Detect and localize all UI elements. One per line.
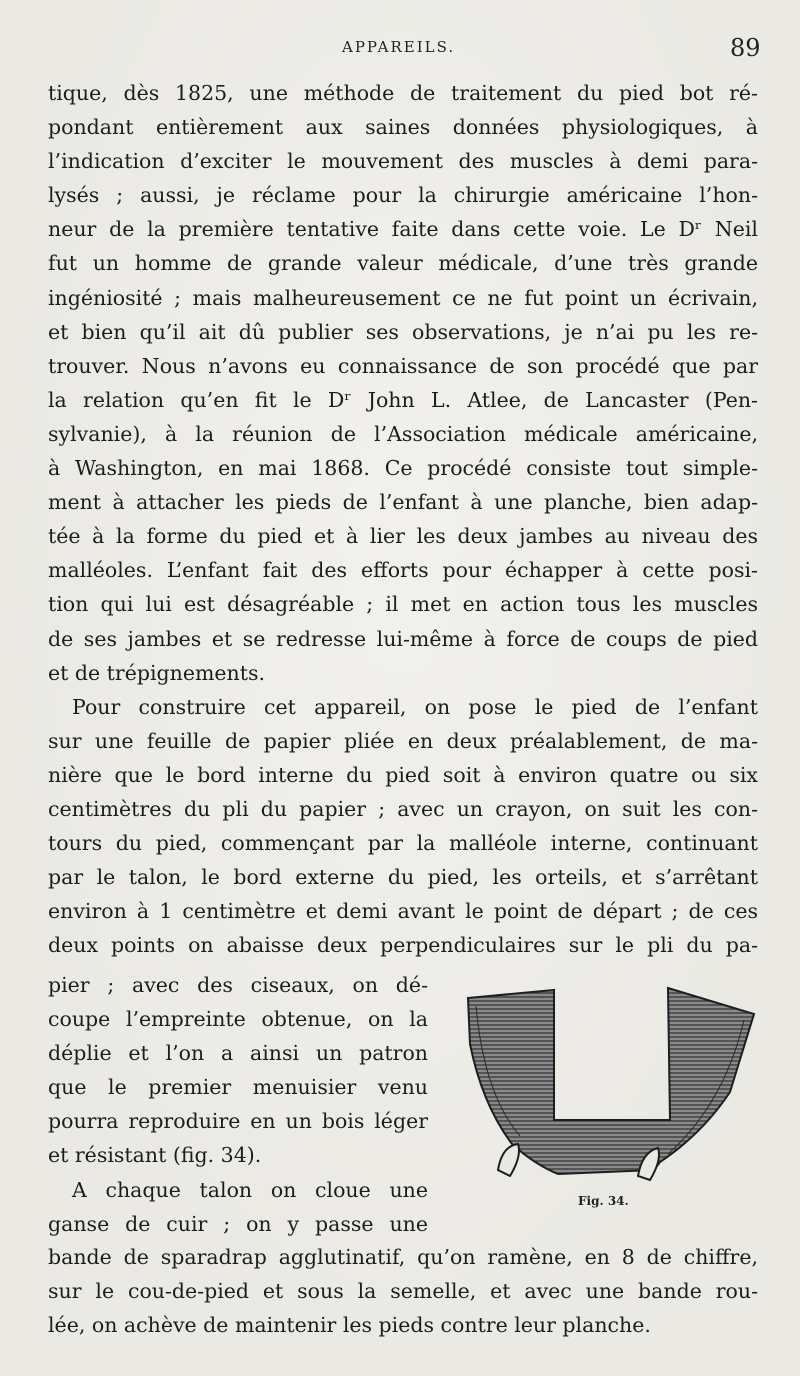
wrapped-text-line: déplie et l’on a ainsi un patron: [48, 1041, 428, 1066]
page-header: [0, 36, 800, 66]
figure-caption: Fig. 34.: [578, 1194, 629, 1208]
main-text-line: lysés ; aussi, je réclame pour la chirurgie américaine l’hon-: [48, 183, 758, 208]
wrapped-text-line: pourra reproduire en un bois léger: [48, 1109, 428, 1134]
bottom-text-line: sur le cou-de-pied et sous la semelle, et avec une bande rou-: [48, 1279, 758, 1304]
bottom-text-block: [48, 1240, 758, 1342]
main-text-line: ment à attacher les pieds de l’enfant à une planche, bien adap-: [48, 490, 758, 515]
main-text-block: [48, 76, 758, 962]
main-text-line: et bien qu’il ait dû publier ses observations, je n’ai pu les re-: [48, 319, 758, 344]
main-text-line: nière que le bord interne du pied soit à environ quatre ou six: [48, 762, 758, 787]
bottom-text-line: bande de sparadrap agglutinatif, qu’on ramène, en 8 de chiffre,: [48, 1245, 758, 1269]
main-text-line: neur de la première tentative faite dans cette voie. Le Dʳ Neil: [48, 217, 758, 242]
wrapped-text-line: A chaque talon on cloue une: [72, 1177, 428, 1202]
main-text-line: sur une feuille de papier pliée en deux préalablement, de ma-: [48, 728, 758, 753]
wrapped-text-line: pier ; avec des ciseaux, on dé-: [48, 973, 428, 997]
bottom-text-line: lée, on achève de maintenir les pieds contre leur planche.: [48, 1313, 651, 1338]
wrapped-text-line: ganse de cuir ; on y passe une: [48, 1211, 428, 1236]
wrapped-text-line: coupe l’empreinte obtenue, on la: [48, 1007, 428, 1032]
main-text-line: centimètres du pli du papier ; avec un crayon, on suit les con-: [48, 796, 758, 821]
main-text-line: Pour construire cet appareil, on pose le pied de l’enfant: [72, 694, 758, 719]
running-title: APPAREILS.: [342, 38, 456, 56]
main-text-line: tours du pied, commençant par la malléole interne, continuant: [48, 831, 758, 856]
main-text-line: tion qui lui est désagréable ; il met en action tous les muscles: [48, 592, 758, 617]
main-text-line: à Washington, en mai 1868. Ce procédé consiste tout simple-: [48, 456, 758, 481]
figure-34: [462, 984, 762, 1214]
wrapped-text-line: et résistant (fig. 34).: [48, 1143, 262, 1168]
main-text-line: l’indication d’exciter le mouvement des muscles à demi para-: [48, 149, 758, 174]
main-text-line: fut un homme de grande valeur médicale, d’une très grande: [48, 251, 758, 276]
main-text-line: par le talon, le bord externe du pied, les orteils, et s’arrêtant: [48, 865, 758, 890]
main-text-line: tique, dès 1825, une méthode de traitement du pied bot ré-: [48, 81, 758, 105]
main-text-line: trouver. Nous n’avons eu connaissance de son procédé que par: [48, 353, 758, 378]
main-text-line: environ à 1 centimètre et demi avant le point de départ ; de ces: [48, 899, 758, 924]
main-text-line: ingéniosité ; mais malheureusement ce ne fut point un écrivain,: [48, 285, 758, 310]
main-text-line: de ses jambes et se redresse lui-même à force de coups de pied: [48, 626, 758, 651]
wrapped-text-block: [48, 968, 428, 1241]
main-text-line: la relation qu’en fit le Dʳ John L. Atlee, de Lancaster (Pen-: [48, 387, 758, 412]
main-text-line: et de trépignements.: [48, 660, 266, 685]
wrapped-text-line: que le premier menuisier venu: [48, 1075, 428, 1100]
main-text-line: deux points on abaisse deux perpendiculaires sur le pli du pa-: [48, 933, 758, 958]
page-number: 89: [730, 34, 761, 62]
main-text-line: malléoles. L’enfant fait des efforts pour échapper à cette posi-: [48, 558, 758, 583]
foot-board-pattern-icon: [462, 984, 762, 1194]
main-text-line: pondant entièrement aux saines données physiologiques, à: [48, 115, 758, 140]
main-text-line: tée à la forme du pied et à lier les deux jambes au niveau des: [48, 524, 758, 549]
main-text-line: sylvanie), à la réunion de l’Association médicale américaine,: [48, 421, 758, 446]
